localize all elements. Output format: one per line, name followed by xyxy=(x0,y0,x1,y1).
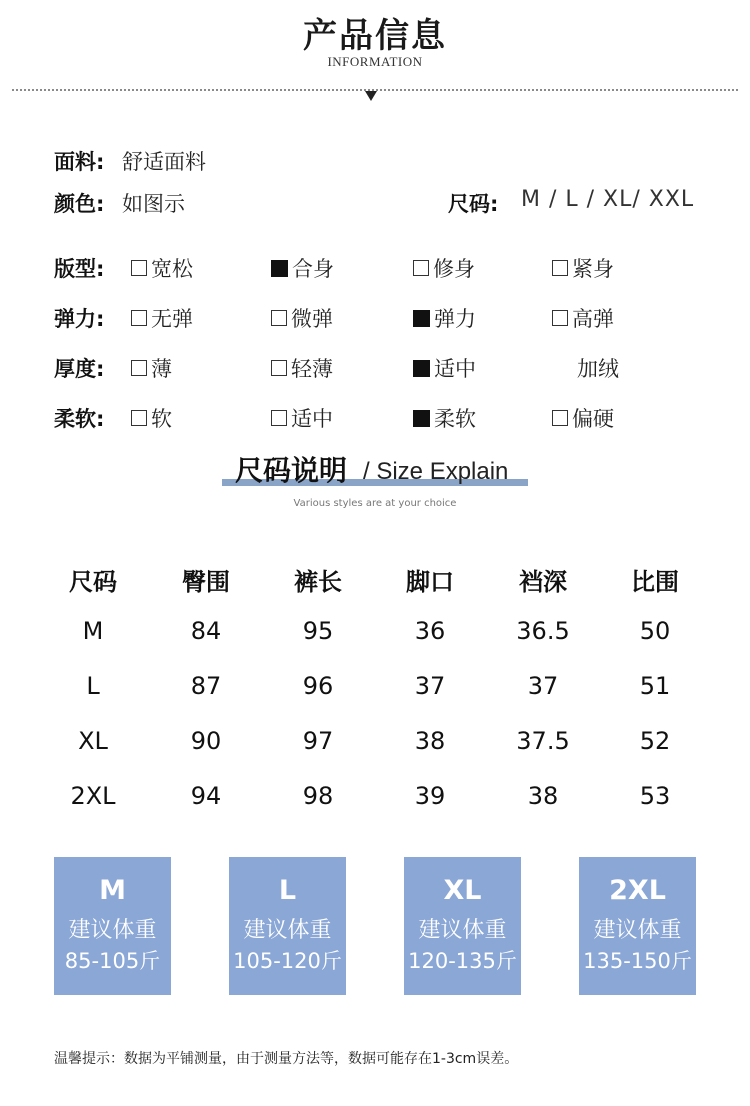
attribute-option-label: 宽松 xyxy=(151,257,193,281)
attribute-option-label: 紧身 xyxy=(572,257,614,281)
table-cell: L xyxy=(86,672,100,700)
attribute-option-label: 合身 xyxy=(292,257,334,281)
unchecked-box-icon[interactable] xyxy=(131,260,147,276)
attribute-option-label: 柔软 xyxy=(434,407,476,431)
table-cell: 84 xyxy=(190,617,222,645)
attribute-option-label: 轻薄 xyxy=(291,357,333,381)
attribute-option-label: 适中 xyxy=(434,357,476,381)
weight-card-label: 建议体重 xyxy=(593,918,682,943)
table-header-cell: 裆深 xyxy=(519,568,567,596)
unchecked-box-icon[interactable] xyxy=(271,360,287,376)
attribute-option[interactable] xyxy=(413,303,476,333)
attribute-option[interactable] xyxy=(577,353,619,383)
attribute-label: 厚度: xyxy=(54,357,105,381)
measurement-note: 温馨提示：数据为平铺测量，由于测量方法等，数据可能存在1-3cm误差。 xyxy=(54,1051,519,1067)
unchecked-box-icon[interactable] xyxy=(552,310,568,326)
attribute-label: 版型: xyxy=(54,257,105,281)
size-explain-caption: Various styles are at your choice xyxy=(293,498,457,509)
page-title: 产品信息 xyxy=(303,16,447,56)
table-cell: 36.5 xyxy=(516,617,570,645)
table-cell: 52 xyxy=(639,727,671,755)
unchecked-box-icon[interactable] xyxy=(552,410,568,426)
table-cell: 37 xyxy=(527,672,559,700)
weight-card xyxy=(579,857,696,995)
attribute-option-label: 加绒 xyxy=(577,357,619,381)
attribute-option-label: 适中 xyxy=(291,407,333,431)
color-value: 如图示 xyxy=(122,192,185,216)
table-cell: 97 xyxy=(302,727,334,755)
unchecked-box-icon[interactable] xyxy=(131,360,147,376)
unchecked-box-icon[interactable] xyxy=(131,310,147,326)
weight-card-range: 120-135斤 xyxy=(408,949,517,973)
size-explain-subtitle: / Size Explain xyxy=(363,458,509,485)
attribute-label: 柔软: xyxy=(54,407,105,431)
unchecked-box-icon[interactable] xyxy=(271,310,287,326)
checked-box-icon[interactable] xyxy=(413,360,430,377)
attribute-option[interactable] xyxy=(271,303,333,333)
attribute-option-label: 修身 xyxy=(433,257,475,281)
table-cell: 38 xyxy=(527,782,559,810)
attribute-option[interactable] xyxy=(271,403,333,433)
weight-card-range: 135-150斤 xyxy=(583,949,692,973)
size-explain-title: 尺码说明 xyxy=(235,454,348,487)
weight-card xyxy=(229,857,346,995)
attribute-option[interactable] xyxy=(271,253,334,283)
weight-card-label: 建议体重 xyxy=(243,918,332,943)
checked-box-icon[interactable] xyxy=(271,260,288,277)
attribute-option-label: 偏硬 xyxy=(572,407,614,431)
weight-card xyxy=(404,857,521,995)
unchecked-box-icon[interactable] xyxy=(552,260,568,276)
checked-box-icon[interactable] xyxy=(413,310,430,327)
attribute-option[interactable] xyxy=(552,253,614,283)
table-cell: 87 xyxy=(190,672,222,700)
attribute-option[interactable] xyxy=(552,303,614,333)
attribute-option-label: 软 xyxy=(151,407,172,431)
table-cell: 39 xyxy=(414,782,446,810)
weight-card-label: 建议体重 xyxy=(418,918,507,943)
table-cell: 2XL xyxy=(70,782,116,810)
fabric-label: 面料: xyxy=(54,150,105,174)
table-header-cell: 脚口 xyxy=(406,568,454,596)
weight-card-size: 2XL xyxy=(609,875,666,906)
weight-card-size: XL xyxy=(443,875,482,906)
table-cell: M xyxy=(82,617,104,645)
attribute-option[interactable] xyxy=(131,303,193,333)
table-header-cell: 比围 xyxy=(631,568,679,596)
attribute-option-label: 薄 xyxy=(151,357,172,381)
attribute-option[interactable] xyxy=(413,253,475,283)
size-label: 尺码: xyxy=(448,192,499,216)
unchecked-box-icon[interactable] xyxy=(131,410,147,426)
weight-card xyxy=(54,857,171,995)
attribute-option-label: 高弹 xyxy=(572,307,614,331)
attribute-option[interactable] xyxy=(552,403,614,433)
table-cell: 95 xyxy=(302,617,334,645)
attribute-option[interactable] xyxy=(131,353,172,383)
unchecked-box-icon[interactable] xyxy=(413,260,429,276)
table-cell: 38 xyxy=(414,727,446,755)
attribute-option[interactable] xyxy=(413,403,476,433)
attribute-option[interactable] xyxy=(131,403,172,433)
attribute-option-label: 微弹 xyxy=(291,307,333,331)
weight-card-range: 85-105斤 xyxy=(64,949,161,973)
weight-card-range: 105-120斤 xyxy=(233,949,342,973)
attribute-option-label: 无弹 xyxy=(151,307,193,331)
page-subtitle: INFORMATION xyxy=(327,54,423,69)
attribute-option-label: 弹力 xyxy=(434,307,476,331)
table-cell: 50 xyxy=(639,617,671,645)
weight-card-size: L xyxy=(278,875,297,906)
fabric-value: 舒适面料 xyxy=(122,150,206,174)
down-arrow-icon xyxy=(365,91,377,101)
table-cell: 37.5 xyxy=(516,727,570,755)
table-cell: 53 xyxy=(639,782,671,810)
color-label: 颜色: xyxy=(54,192,105,216)
table-cell: XL xyxy=(78,727,108,755)
table-cell: 98 xyxy=(302,782,334,810)
table-cell: 51 xyxy=(639,672,671,700)
table-header-cell: 臀围 xyxy=(182,568,230,596)
unchecked-box-icon[interactable] xyxy=(271,410,287,426)
table-header-cell: 尺码 xyxy=(69,568,117,596)
table-header-cell: 裤长 xyxy=(294,568,342,596)
table-cell: 90 xyxy=(190,727,222,755)
table-cell: 37 xyxy=(414,672,446,700)
table-cell: 36 xyxy=(414,617,446,645)
table-cell: 94 xyxy=(190,782,222,810)
attribute-label: 弹力: xyxy=(54,307,105,331)
attribute-option[interactable] xyxy=(131,253,193,283)
table-cell: 96 xyxy=(302,672,334,700)
checked-box-icon[interactable] xyxy=(413,410,430,427)
attribute-option[interactable] xyxy=(271,353,333,383)
weight-card-label: 建议体重 xyxy=(68,918,157,943)
size-value: M / L / XL/ XXL xyxy=(521,187,695,212)
attribute-option[interactable] xyxy=(413,353,476,383)
weight-card-size: M xyxy=(99,875,126,906)
